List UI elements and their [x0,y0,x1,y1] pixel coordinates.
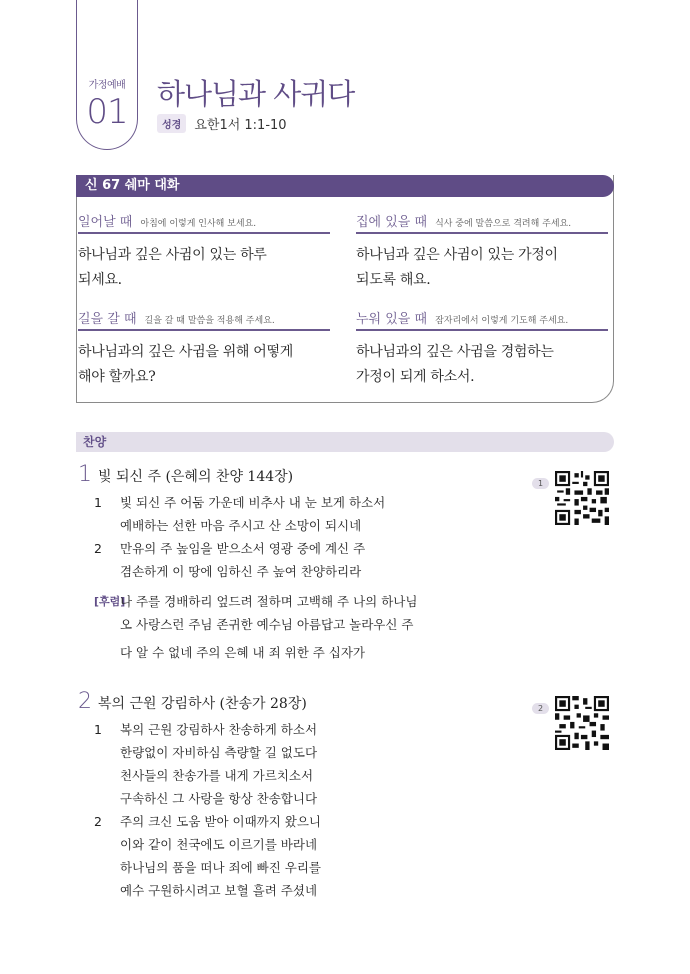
cell-line: 해야 할까요? [78,369,156,385]
hymn-number: 1 [78,462,92,487]
qr-label: 1 [532,478,549,489]
cell-line: 하나님과의 깊은 사귐을 위해 어떻게 [78,344,293,360]
lyric-line: 한량없이 자비하심 측량할 길 없도다 [120,745,318,760]
shema-cell-rise [78,213,330,293]
cell-label: 누워 있을 때 [356,312,428,327]
scripture-ref: 요한1서 1:1-10 [194,118,287,133]
page-title: 하나님과 사귀다 [157,77,355,111]
cell-hint: 길을 갈 때 말씀을 적용해 주세요. [144,316,275,326]
shema-bar: 신 67 쉐마 대화 [76,175,614,197]
cell-hint: 식사 중에 말씀으로 격려해 주세요. [435,219,572,229]
verse-number: 1 [94,722,102,737]
lyric-line: 겸손하게 이 땅에 임하신 주 높여 찬양하리라 [120,564,362,579]
hymn-title [78,462,293,487]
verse [94,491,385,514]
lyric-line: 주의 크신 도움 받아 이때까지 왔으니 [120,814,321,829]
cell-line: 가정이 되게 하소서. [356,369,475,385]
lesson-number: 01 [86,92,128,132]
hymn-number: 2 [78,689,92,714]
qr-code-icon[interactable] [555,471,609,525]
hymn-name: 복의 근원 강림하사 (찬송가 28장) [98,696,307,712]
lyric-line: 만유의 주 높임을 받으소서 영광 중에 계신 주 [120,541,366,556]
lyric-line: 나 주를 경배하리 엎드려 절하며 고백해 주 나의 하나님 [120,594,418,609]
lyric-line: 예배하는 선한 마음 주시고 산 소망이 되시네 [120,518,362,533]
verse-number: 2 [94,814,102,829]
hymn-bar: 찬양 [76,432,614,452]
cell-line: 되도록 해요. [356,272,431,288]
lyric-line: 오 사랑스런 주님 존귀한 예수님 아름답고 놀라우신 주 [120,617,414,632]
lyric-line: 빛 되신 주 어둠 가운데 비추사 내 눈 보게 하소서 [120,495,386,510]
chorus-tag: [후렴] [94,595,126,608]
cell-line: 하나님과 깊은 사귐이 있는 하루 [78,247,267,263]
lyric-line: 복의 근원 강림하사 찬송하게 하소서 [120,722,318,737]
lesson-kicker: 가정예배 [88,80,126,91]
verse [94,537,365,560]
qr-code-icon[interactable] [555,696,609,750]
cell-hint: 아침에 이렇게 인사해 보세요. [140,219,257,229]
shema-cell-lie [356,310,608,390]
scripture-badge: 성경 [157,114,186,133]
lyric-line: 예수 구원하시려고 보혈 흘려 주셨네 [120,883,318,898]
verse [94,810,321,833]
lyric-line: 다 알 수 없네 주의 은혜 내 죄 위한 주 십자가 [120,645,366,660]
scripture-reference [157,114,287,133]
lyric-line: 하나님의 품을 떠나 죄에 빠진 우리를 [120,860,321,875]
verse [94,718,317,741]
cell-label: 일어날 때 [78,215,133,230]
cell-line: 하나님과 깊은 사귐이 있는 가정이 [356,247,558,263]
cell-label: 길을 갈 때 [78,312,137,327]
qr-label: 2 [532,703,549,714]
hymn-name: 빛 되신 주 (은혜의 찬양 144장) [98,469,294,485]
lyric-line: 이와 같이 천국에도 이르기를 바라네 [120,837,318,852]
lyric-line: 구속하신 그 사랑을 항상 찬송합니다 [120,791,318,806]
lesson-tab [76,0,138,150]
qr-block[interactable] [532,471,609,525]
verse-number: 1 [94,495,102,510]
shema-cell-home [356,213,608,293]
cell-line: 하나님과의 깊은 사귐을 경험하는 [356,344,554,360]
cell-line: 되세요. [78,272,122,288]
cell-hint: 잠자리에서 이렇게 기도해 주세요. [435,316,569,326]
lyric-line: 천사들의 찬송가를 내게 가르치소서 [120,768,314,783]
hymn-title [78,689,307,714]
cell-label: 집에 있을 때 [356,215,428,230]
shema-cell-walk [78,310,330,390]
verse-number: 2 [94,541,102,556]
qr-block[interactable] [532,696,609,750]
